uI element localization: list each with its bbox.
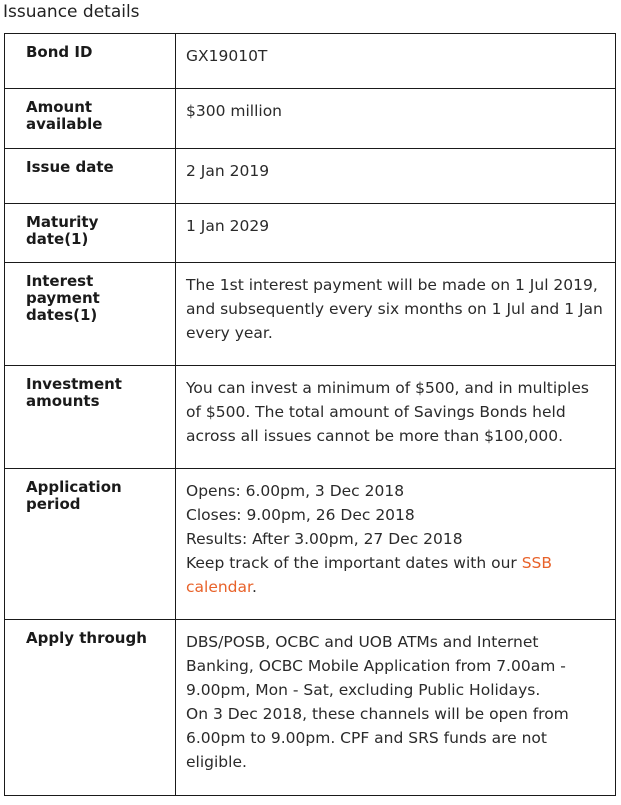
row-value-amount-available: $300 million [176, 89, 616, 149]
row-label-apply-through: Apply through [5, 620, 176, 796]
row-value-interest-payment-dates: The 1st interest payment will be made on 1 Jul 2019, and subsequently every six months on 1 Jul and 1 Jan every year. [176, 263, 616, 366]
table-row [5, 263, 616, 366]
table-row [5, 620, 616, 796]
application-opens: Opens: 6.00pm, 3 Dec 2018 [186, 482, 405, 500]
row-label-bond-id: Bond ID [5, 34, 176, 89]
table-row [5, 469, 616, 620]
table-row [5, 149, 616, 204]
issuance-details-table [4, 33, 616, 796]
row-label-amount-available: Amount available [5, 89, 176, 149]
track-dates-text [186, 551, 605, 599]
row-value-application-period [176, 469, 616, 620]
row-value-apply-through [176, 620, 616, 796]
track-dates-suffix: . [251, 578, 257, 596]
row-value-issue-date: 2 Jan 2019 [176, 149, 616, 204]
table-row [5, 34, 616, 89]
table-row [5, 366, 616, 469]
ssb-calendar-link[interactable]: SSB calendar [186, 554, 553, 596]
row-value-maturity-date: 1 Jan 2029 [176, 204, 616, 263]
application-results: Results: After 3.00pm, 27 Dec 2018 [186, 530, 463, 548]
row-label-application-period: Application period [5, 469, 176, 620]
table-row [5, 204, 616, 263]
table-row [5, 89, 616, 149]
row-label-maturity-date: Maturity date(1) [5, 204, 176, 263]
row-label-interest-payment-dates: Interest payment dates(1) [5, 263, 176, 366]
track-dates-prefix: Keep track of the important dates with our [186, 554, 522, 572]
row-label-issue-date: Issue date [5, 149, 176, 204]
apply-channels: DBS/POSB, OCBC and UOB ATMs and Internet Banking, OCBC Mobile Application from 7.00am - 9.00pm, Mon - Sat, excluding Public Holidays. [186, 633, 566, 699]
section-title: Issuance details [3, 2, 140, 22]
row-label-investment-amounts: Investment amounts [5, 366, 176, 469]
apply-note: On 3 Dec 2018, these channels will be open from 6.00pm to 9.00pm. CPF and SRS funds are not eligible. [186, 705, 569, 771]
row-value-investment-amounts: You can invest a minimum of $500, and in multiples of $500. The total amount of Savings Bonds held across all issues cannot be more than $100,000. [176, 366, 616, 469]
application-closes: Closes: 9.00pm, 26 Dec 2018 [186, 506, 415, 524]
row-value-bond-id: GX19010T [176, 34, 616, 89]
